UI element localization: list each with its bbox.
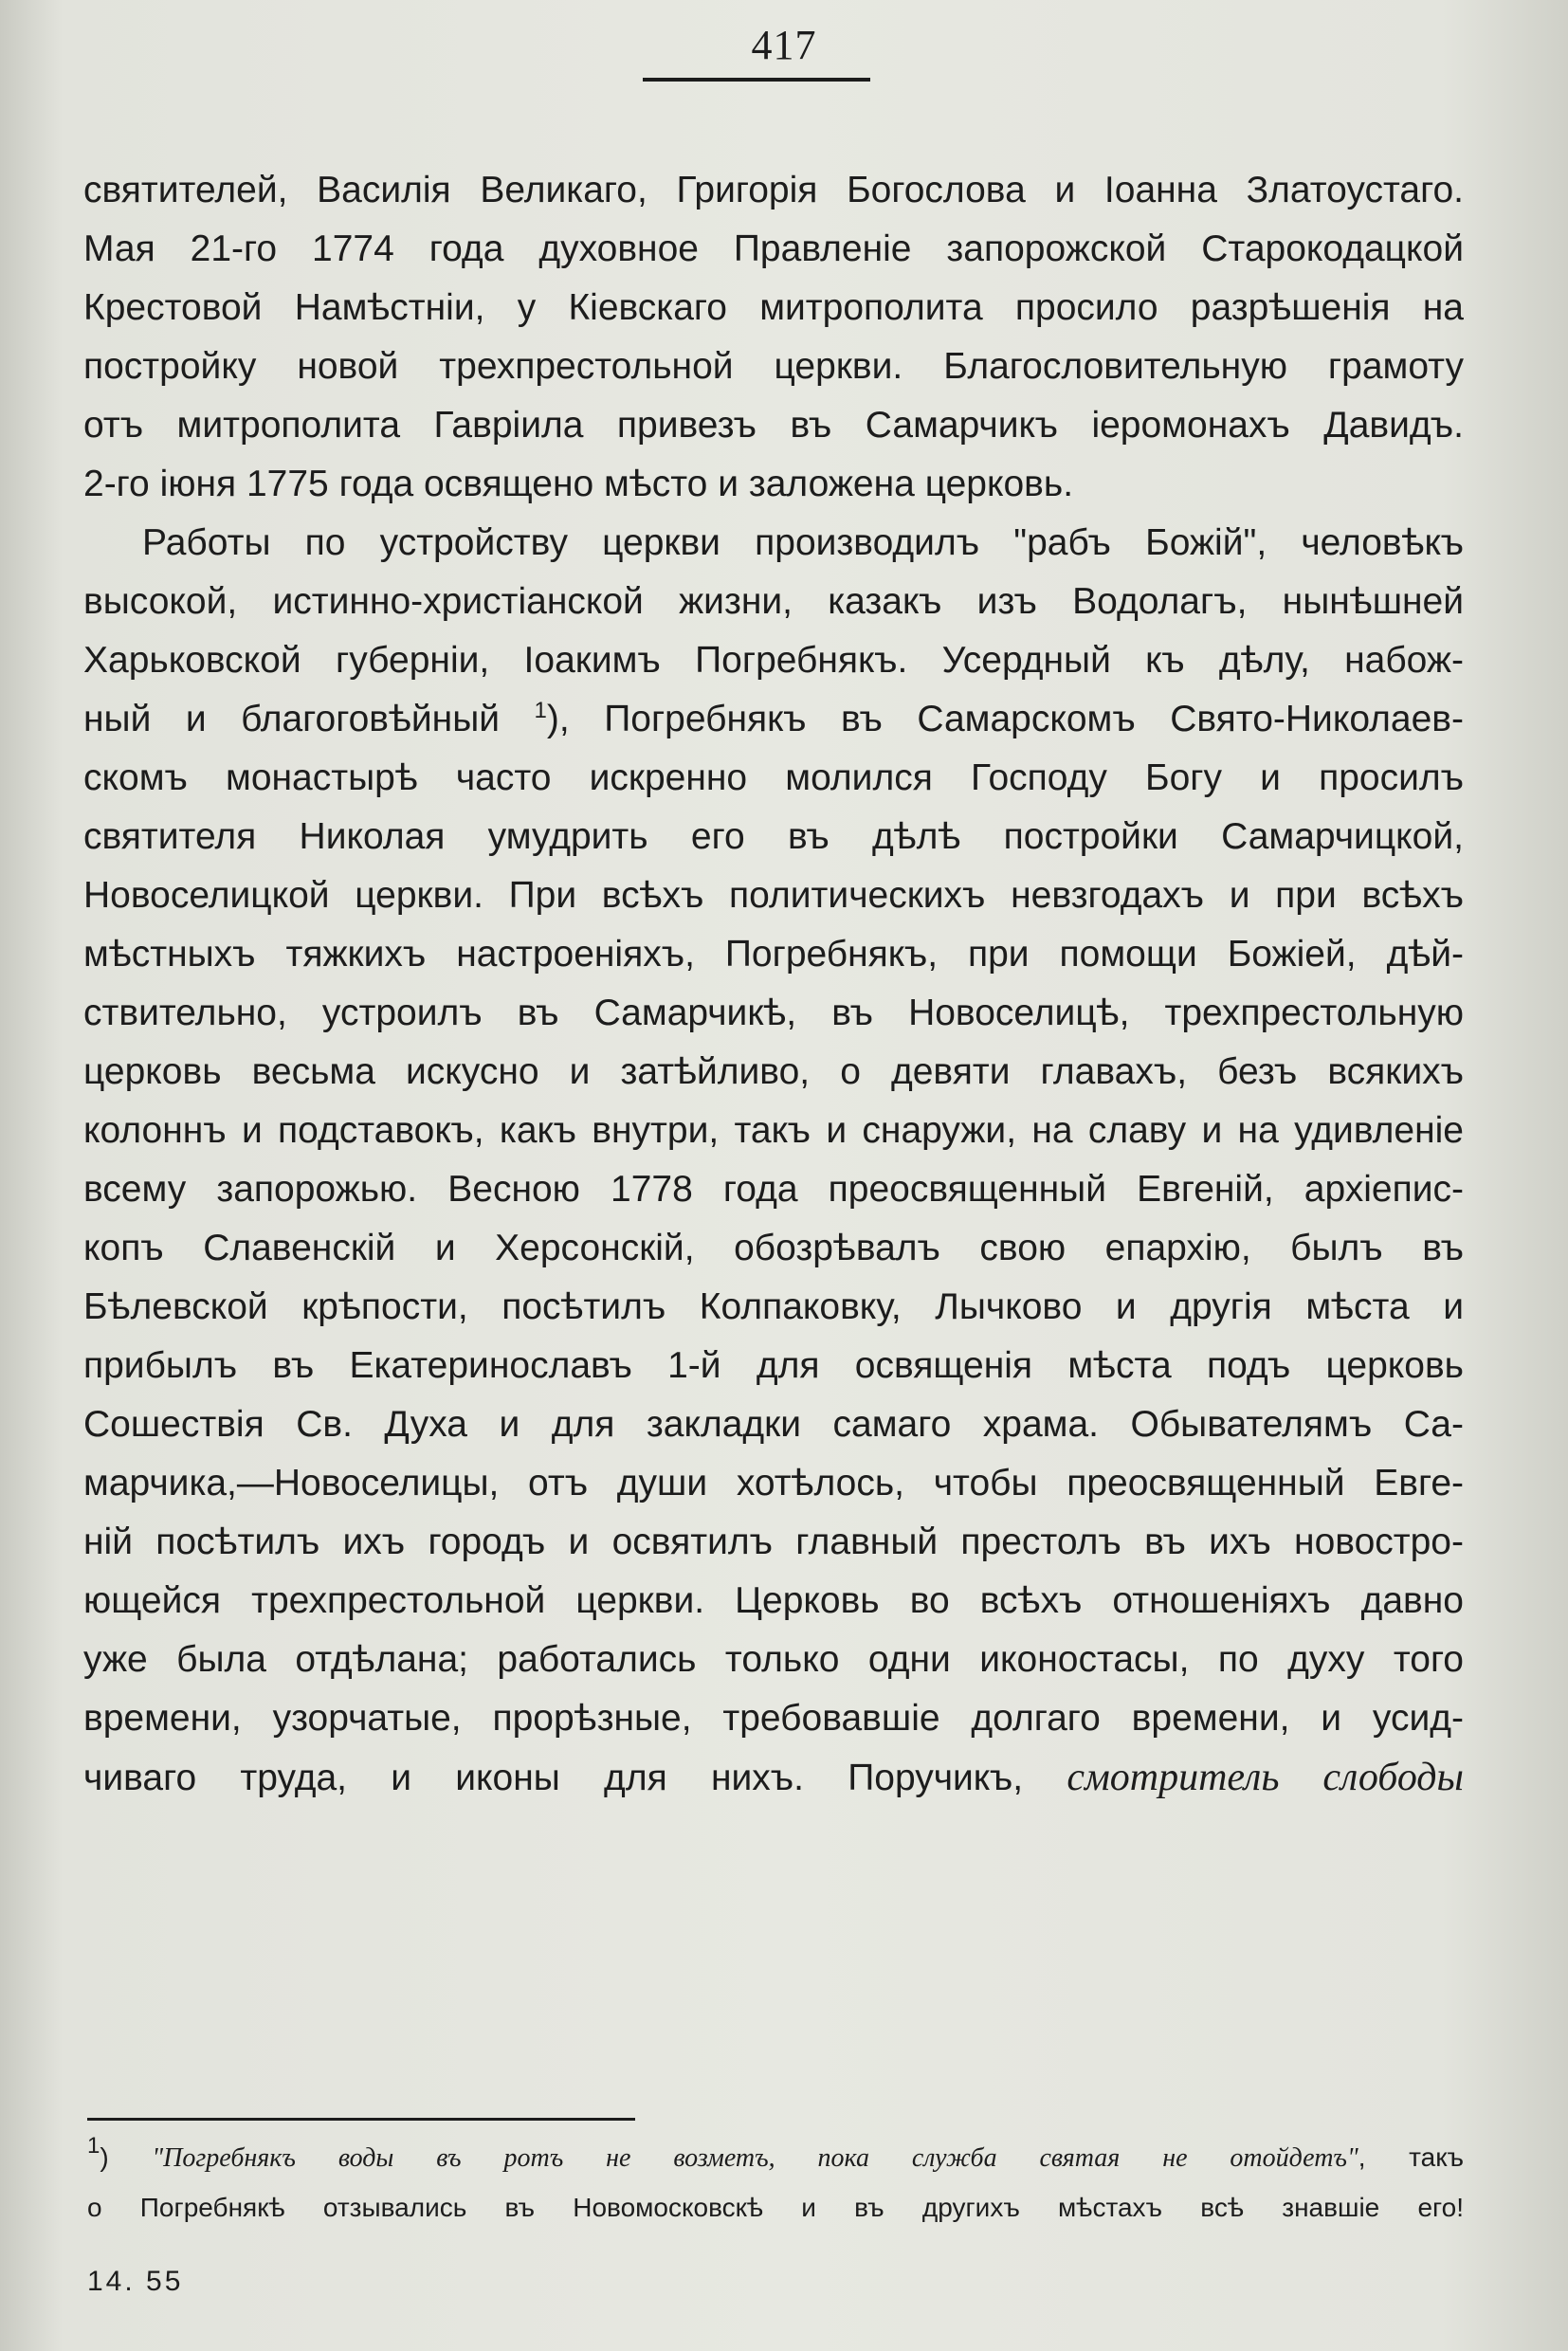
- paragraph-1: [83, 161, 1464, 514]
- text-line: святителя Николая умудрить его въ дѣлѣ постройки Самарчицкой,: [83, 816, 1464, 857]
- page-number: 417: [751, 22, 817, 68]
- text-line: Харьковской губерніи, Іоакимъ Погребнякъ. Усердный къ дѣлу, набож-: [83, 640, 1464, 681]
- text-line: Работы по устройству церкви производилъ "рабъ Божій", человѣкъ: [142, 522, 1464, 563]
- footnote-number: 1: [87, 2133, 100, 2159]
- text-line: церковь весьма искусно и затѣйливо, о девяти главахъ, безъ всякихъ: [83, 1051, 1464, 1092]
- text-line: Новоселицкой церкви. При всѣхъ политическихъ невзгодахъ и при всѣхъ: [83, 875, 1464, 916]
- body-text: [83, 161, 1464, 1808]
- text-line: высокой, истинно-христіанской жизни, казакъ изъ Водолагъ, нынѣшней: [83, 581, 1464, 622]
- text-line: мѣстныхъ тяжкихъ настроеніяхъ, Погребнякъ, при помощи Божіей, дѣй-: [83, 934, 1464, 975]
- text-line-end: ), Погребнякъ въ Самарскомъ Свято-Николаев-: [546, 699, 1464, 739]
- footnote-text: , такъ: [1358, 2142, 1465, 2172]
- printer-signature: 14. 55: [87, 2266, 184, 2297]
- text-line: ствительно, устроилъ въ Самарчикѣ, въ Новоселицѣ, трехпрестольную: [83, 993, 1464, 1033]
- text-line: ющейся трехпрестольной церкви. Церковь во всѣхъ отношеніяхъ давно: [83, 1580, 1464, 1621]
- footnote-line-1: $^1$) "Погребнякъ воды въ ротъ не возметъ, пока служба святая не отойдетъ", такъ: [87, 2133, 1465, 2173]
- text-line: святителей, Василія Великаго, Григорія Богослова и Іоанна Златоустаго.: [83, 170, 1464, 210]
- text-line: постройку новой трехпрестольной церкви. Благословительную грамоту: [83, 346, 1464, 387]
- text-line: 2-го іюня 1775 года освящено мѣсто и заложена церковь.: [83, 464, 1074, 504]
- text-line: Бѣлевской крѣпости, посѣтилъ Колпаковку, Лычково и другія мѣста и: [83, 1286, 1464, 1327]
- paragraph-2: [83, 514, 1464, 1808]
- text-line-with-italic: [83, 1748, 1464, 1808]
- text-line: копъ Славенскій и Херсонскій, обозрѣвалъ свою епархію, былъ въ: [83, 1228, 1464, 1268]
- italic-phrase: смотритель слободы: [1067, 1756, 1464, 1799]
- text-line-start: чиваго труда, и иконы для нихъ. Поручикъ,: [83, 1758, 1024, 1798]
- footnote-mark: 1: [534, 698, 547, 723]
- text-line-start: ный и благоговѣйный: [83, 699, 501, 739]
- footnote-separator: [87, 2118, 635, 2121]
- footnote: [87, 2133, 1464, 2233]
- text-line: ній посѣтилъ ихъ городъ и освятилъ главный престолъ въ ихъ новостро-: [83, 1522, 1464, 1562]
- footnote-line-2: о Погребнякѣ отзывались въ Новомосковскѣ и въ другихъ мѣстахъ всѣ знавшіе его!: [87, 2193, 1464, 2222]
- text-line: Сошествія Св. Духа и для закладки самаго храма. Обывателямъ Са-: [83, 1404, 1464, 1445]
- text-line: Мая 21-го 1774 года духовное Правленіе запорожской Старокодацкой: [83, 228, 1464, 269]
- page-number-underline: [643, 78, 870, 82]
- text-line: времени, узорчатые, прорѣзные, требовавшіе долгаго времени, и усид-: [83, 1698, 1464, 1739]
- text-line: колоннъ и подставокъ, какъ внутри, такъ и снаружи, на славу и на удивленіе: [83, 1110, 1464, 1151]
- text-line: прибылъ въ Екатеринославъ 1-й для освященія мѣста подъ церковь: [83, 1345, 1464, 1386]
- text-line: Крестовой Намѣстніи, у Кіевскаго митрополита просило разрѣшенія на: [83, 287, 1464, 328]
- text-line-with-footnote: [83, 690, 1464, 749]
- text-line: отъ митрополита Гавріила привезъ въ Самарчикъ іеромонахъ Давидъ.: [83, 405, 1464, 446]
- text-line: всему запорожью. Весною 1778 года преосвященный Евгеній, архіепис-: [83, 1169, 1464, 1210]
- footnote-quote: "Погребнякъ воды въ ротъ не возметъ, пока служба святая не отойдетъ": [152, 2143, 1358, 2173]
- text-line: марчика,—Новоселицы, отъ души хотѣлось, чтобы преосвященный Евге-: [83, 1463, 1464, 1504]
- text-line: скомъ монастырѣ часто искренно молился Господу Богу и просилъ: [83, 757, 1464, 798]
- text-line: уже была отдѣлана; работались только одни иконостасы, по духу того: [83, 1639, 1464, 1680]
